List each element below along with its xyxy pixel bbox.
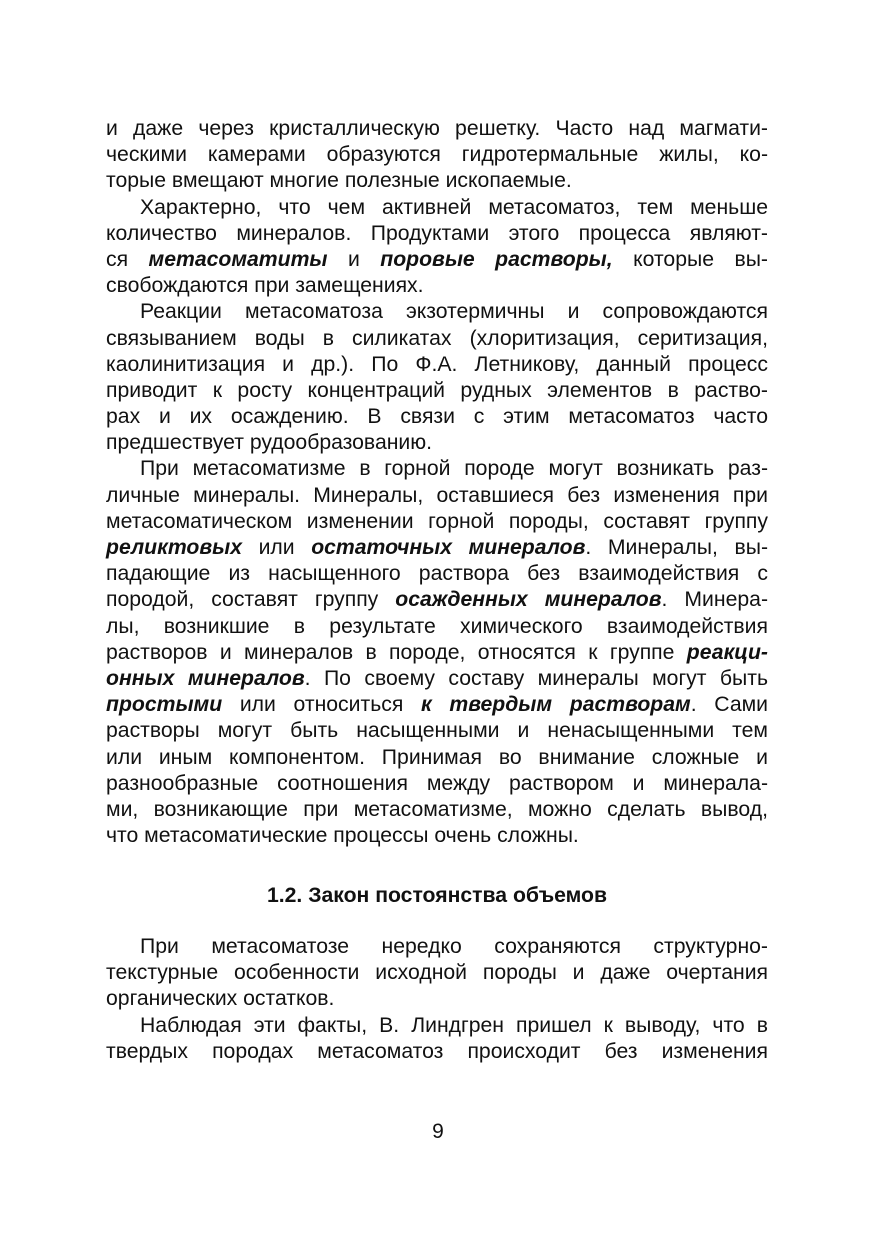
text-span: которые вы- <box>612 247 768 271</box>
term-metasomatites: метасоматиты <box>148 247 328 271</box>
text-span: . Минера- <box>661 588 768 612</box>
text-line: личные минералы. Минералы, оставшиеся без изменения при <box>106 483 768 507</box>
text-line <box>106 587 768 613</box>
text-line <box>106 666 768 692</box>
text-line: ми, возникающие при метасоматизме, можно сделать вывод, <box>106 797 768 821</box>
text-line: твердых породах метасоматоз происходит без изменения <box>106 1039 768 1063</box>
text-line: и даже через кристаллическую решетку. Часто над магмати- <box>106 117 768 140</box>
body-text-top <box>106 116 768 849</box>
text-line: разнообразные соотношения между раствором и минерала- <box>106 771 768 795</box>
text-line: количество минералов. Продуктами этого процесса являют- <box>106 221 768 245</box>
term-reaction-minerals-end: онных минералов <box>106 666 305 690</box>
section-heading: 1.2. Закон постоянства объемов <box>266 884 608 907</box>
text-line: падающие из насыщенного раствора без взаимодействия с <box>106 562 768 586</box>
term-solid-solutions: к твердым растворам <box>420 693 691 717</box>
text-span: породой, составят группу <box>106 588 396 612</box>
text-span: или <box>242 536 312 559</box>
text-span: или относиться <box>222 693 421 717</box>
text-line: ческими камерами образуются гидротермальные жилы, ко- <box>106 143 768 167</box>
term-reaction-minerals-start: реакци- <box>686 640 768 664</box>
text-span: . Сами <box>690 693 769 717</box>
text-span: и <box>327 247 381 271</box>
text-line <box>106 247 768 273</box>
text-line: или иным компонентом. Принимая во внимание сложные и <box>106 745 768 769</box>
text-line <box>106 692 768 718</box>
text-span: ся <box>106 247 149 271</box>
text-line: свобождаются при замещениях. <box>106 274 424 298</box>
text-line: связыванием воды в силикатах (хлоритизация, серитизация, <box>106 326 768 350</box>
text-line: метасоматическом изменении горной породы, составят группу <box>106 509 768 533</box>
text-line: торые вмещают многие полезные ископаемые. <box>106 169 572 193</box>
text-span: . По своему составу минералы могут быть <box>304 666 768 690</box>
text-line: Наблюдая эти факты, В. Линдгрен пришел к выводу, что в <box>140 1013 768 1037</box>
text-line: При метасоматизме в горной породе могут возникать раз- <box>140 457 768 481</box>
page-number: 9 <box>432 1120 444 1143</box>
text-line: При метасоматозе нередко сохраняются структурно- <box>140 935 768 958</box>
term-pore-solutions: поровые растворы, <box>380 247 613 271</box>
text-line: Реакции метасоматоза экзотермичны и сопровождаются <box>140 300 768 324</box>
text-span: . Минералы, вы- <box>585 536 768 559</box>
text-line: растворы могут быть насыщенными и ненасыщенными тем <box>106 719 768 743</box>
text-line: предшествует рудообразованию. <box>106 431 433 455</box>
text-line: что метасоматические процессы очень сложны. <box>106 824 579 848</box>
text-line: рах и их осаждению. В связи с этим метасоматоз часто <box>106 405 768 429</box>
text-line: каолинитизация и др.). По Ф.А. Летникову, данный процесс <box>106 352 768 376</box>
text-line <box>106 640 768 666</box>
body-text-bottom <box>106 934 768 1065</box>
text-line: лы, возникшие в результате химического взаимодействия <box>106 614 768 638</box>
term-residual-minerals: остаточных минералов <box>311 536 586 559</box>
text-line: приводит к росту концентраций рудных элементов в раство- <box>106 378 768 402</box>
term-precipitated-minerals: осажденных минералов <box>395 588 662 612</box>
text-line <box>106 535 768 561</box>
text-line: органических остатков. <box>106 987 335 1011</box>
text-span: растворов и минералов в породе, относятся к группе <box>106 640 687 664</box>
term-relict: реликтовых <box>106 536 243 559</box>
term-simple: простыми <box>106 693 223 717</box>
text-line: Характерно, что чем активней метасоматоз, тем меньше <box>140 195 768 219</box>
text-line: текстурные особенности исходной породы и даже очертания <box>106 961 768 985</box>
